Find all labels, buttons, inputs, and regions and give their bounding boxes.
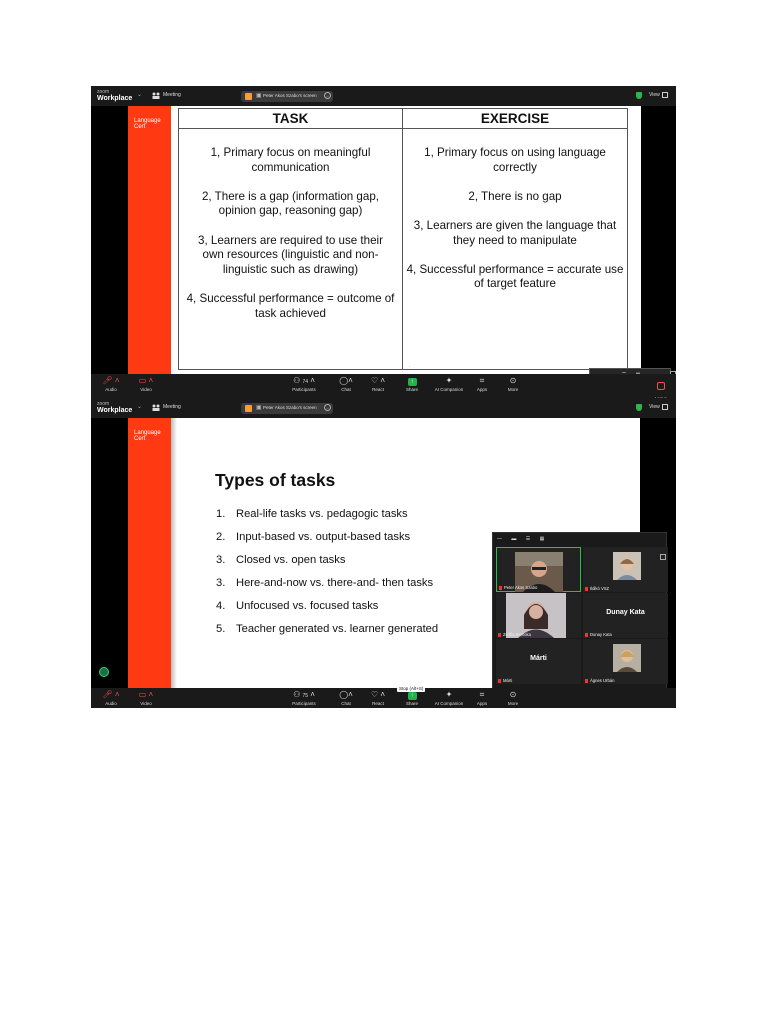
stop-share-tooltip: Stop (Alt+S) [399,686,424,691]
zoom-window-2 [91,398,676,708]
slide-edge [171,418,177,688]
types-list [216,503,438,641]
list-item: 2. Input-based vs. output-based tasks [216,531,411,543]
screen-share-indicator[interactable]: ▣ Peter Akos Szabo's screen – [241,91,333,102]
list-item: 1. Real-life tasks vs. pedagogic tasks [216,508,408,520]
leave-icon [657,382,665,390]
slide-marker: · [409,364,411,370]
close-icon[interactable]: – [324,92,331,99]
exercise-column [403,109,627,369]
ai-companion-button[interactable]: ✦ AI Companion [434,376,464,392]
comparison-table [178,108,628,370]
screen-icon: ▣ [256,405,262,411]
view-grid-icon[interactable] [662,404,668,410]
share-icon: ↑ [408,378,417,386]
exercise-item: 2, There is no gap [468,189,562,203]
apps-icon: ⌗ [479,376,485,385]
exercise-header: EXERCISE [403,109,627,129]
participant-gallery[interactable] [492,532,667,707]
audio-button[interactable]: 🎤︎ ˄ Audio [95,690,127,706]
exercise-item: 1, Primary focus on using language correctly [424,146,606,174]
list-item: 4. Unfocused vs. focused tasks [216,600,379,612]
meeting-label[interactable]: Meeting [163,92,181,98]
shared-screen-area [91,106,676,374]
sparkle-icon: ✦ [445,376,453,385]
zoom-logo: zoom Workplace [97,89,133,102]
languagecert-logo: Language Cert [134,430,161,442]
more-icon: ⊙ [509,376,517,385]
participant-tile[interactable]: Ildikó VSZ [583,547,668,592]
meeting-toolbar [91,688,676,708]
heart-icon: ♡ ˄ [370,376,386,385]
task-column [179,109,403,369]
participant-tile[interactable]: Peter Akos Szabo [496,547,581,592]
share-icon: ↑ [408,692,417,700]
zoom-top-bar [91,398,676,418]
list-item: 3. Here-and-now vs. there-and- then tasks [216,577,434,589]
share-color-icon [245,405,252,412]
participant-tile[interactable]: Zsófia Samoka [496,593,581,638]
more-button[interactable]: ⊙ More [497,376,529,392]
task-header: TASK [179,109,402,129]
react-button[interactable]: ♡ ˄ React [362,376,394,392]
heart-icon: ♡ ˄ [370,690,386,699]
ai-companion-button[interactable]: ✦ AI Companion [434,690,464,706]
mic-muted-icon: 🎤︎ ˄ [102,690,120,699]
list-item: 5. Teacher generated vs. learner generated [216,623,439,635]
zoom-logo: zoom Workplace [97,401,133,414]
camera-off-icon: ▭ ˄ [138,690,154,699]
panel-toggle-icon[interactable] [660,554,666,560]
apps-button[interactable]: ⌗ Apps [466,690,498,706]
video-button[interactable]: ▭ ˄ Video [130,690,162,706]
meeting-toolbar [91,374,676,398]
mic-muted-icon: 🎤︎ ˄ [102,376,120,385]
task-item: 2, There is a gap (information gap, opinion gap, reasoning gap) [201,189,379,218]
chat-icon: ◯˄ [339,690,353,699]
chat-icon: ◯˄ [339,376,353,385]
sparkle-icon: ✦ [445,690,453,699]
screen-share-indicator[interactable]: ▣ Peter Akos Szabo's screen – [241,403,333,414]
slide-title: Types of tasks [215,470,336,490]
screen-icon: ▣ [256,93,262,99]
participant-photo [613,644,641,672]
video-button[interactable]: ▭ ˄ Video [130,376,162,392]
share-button[interactable]: ↑ Share [405,693,418,706]
security-shield-icon[interactable] [636,404,642,411]
languagecert-logo: Language Cert [134,118,161,130]
exercise-item: 4, Successful performance = accurate use of target feature [406,262,624,291]
zoom-top-bar [91,86,676,106]
participant-photo [613,552,641,580]
close-icon[interactable]: – [324,404,331,411]
react-button[interactable]: ♡ ˄ React [362,690,394,706]
task-item: 1, Primary focus on meaningful communication [210,146,371,174]
security-shield-icon[interactable] [636,92,642,99]
zoom-window-1 [91,86,676,398]
view-button[interactable]: View [649,92,660,98]
brand-sidebar [128,418,171,688]
view-grid-icon[interactable] [662,92,668,98]
list-item: 3. Closed vs. open tasks [216,554,346,566]
zoom-status-icon[interactable] [99,667,109,677]
view-button[interactable]: View [649,404,660,410]
exercise-item: 3, Learners are given the language that they need to manipulate [413,218,617,247]
apps-button[interactable]: ⌗ Apps [466,376,498,392]
participant-tile[interactable]: Márti Márti [496,639,581,684]
participant-tile[interactable]: Ágnes Urbán [583,639,668,684]
more-button[interactable]: ⊙ More [497,690,529,706]
task-item: 3, Learners are required to use their own resources (linguistic and non-linguistic such as drawing) [198,233,383,276]
chat-button[interactable]: ◯˄ Chat [330,690,362,706]
share-button[interactable]: ↑ Share [405,379,418,392]
participants-icon: ⚇ 74 ˄ [293,376,315,385]
meeting-info-icon[interactable] [152,404,160,411]
audio-button[interactable]: 🎤︎ ˄ Audio [95,376,127,392]
slide-task-vs-exercise [171,106,641,374]
participants-button[interactable]: ⚇ 74 ˄ Participants [288,376,320,392]
participants-icon: ⚇ 75 ˄ [293,690,315,699]
participant-tile[interactable]: Dunay Kata Dunay Kata [583,593,668,638]
meeting-label[interactable]: Meeting [163,404,181,410]
view-mode-icons[interactable]: — ▬ ☰ ▦ [497,536,549,542]
chat-button[interactable]: ◯˄ Chat [330,376,362,392]
share-color-icon [245,93,252,100]
chevron-down-icon[interactable]: ⌄ [137,92,143,98]
brand-sidebar [128,106,171,374]
chevron-down-icon[interactable]: ⌄ [137,404,143,410]
more-icon: ⊙ [509,690,517,699]
participants-button[interactable]: ⚇ 75 ˄ Participants [288,690,320,706]
meeting-info-icon[interactable] [152,92,160,99]
camera-off-icon: ▭ ˄ [138,376,154,385]
task-item: 4, Successful performance = outcome of task achieved [186,291,395,320]
apps-icon: ⌗ [479,690,485,699]
